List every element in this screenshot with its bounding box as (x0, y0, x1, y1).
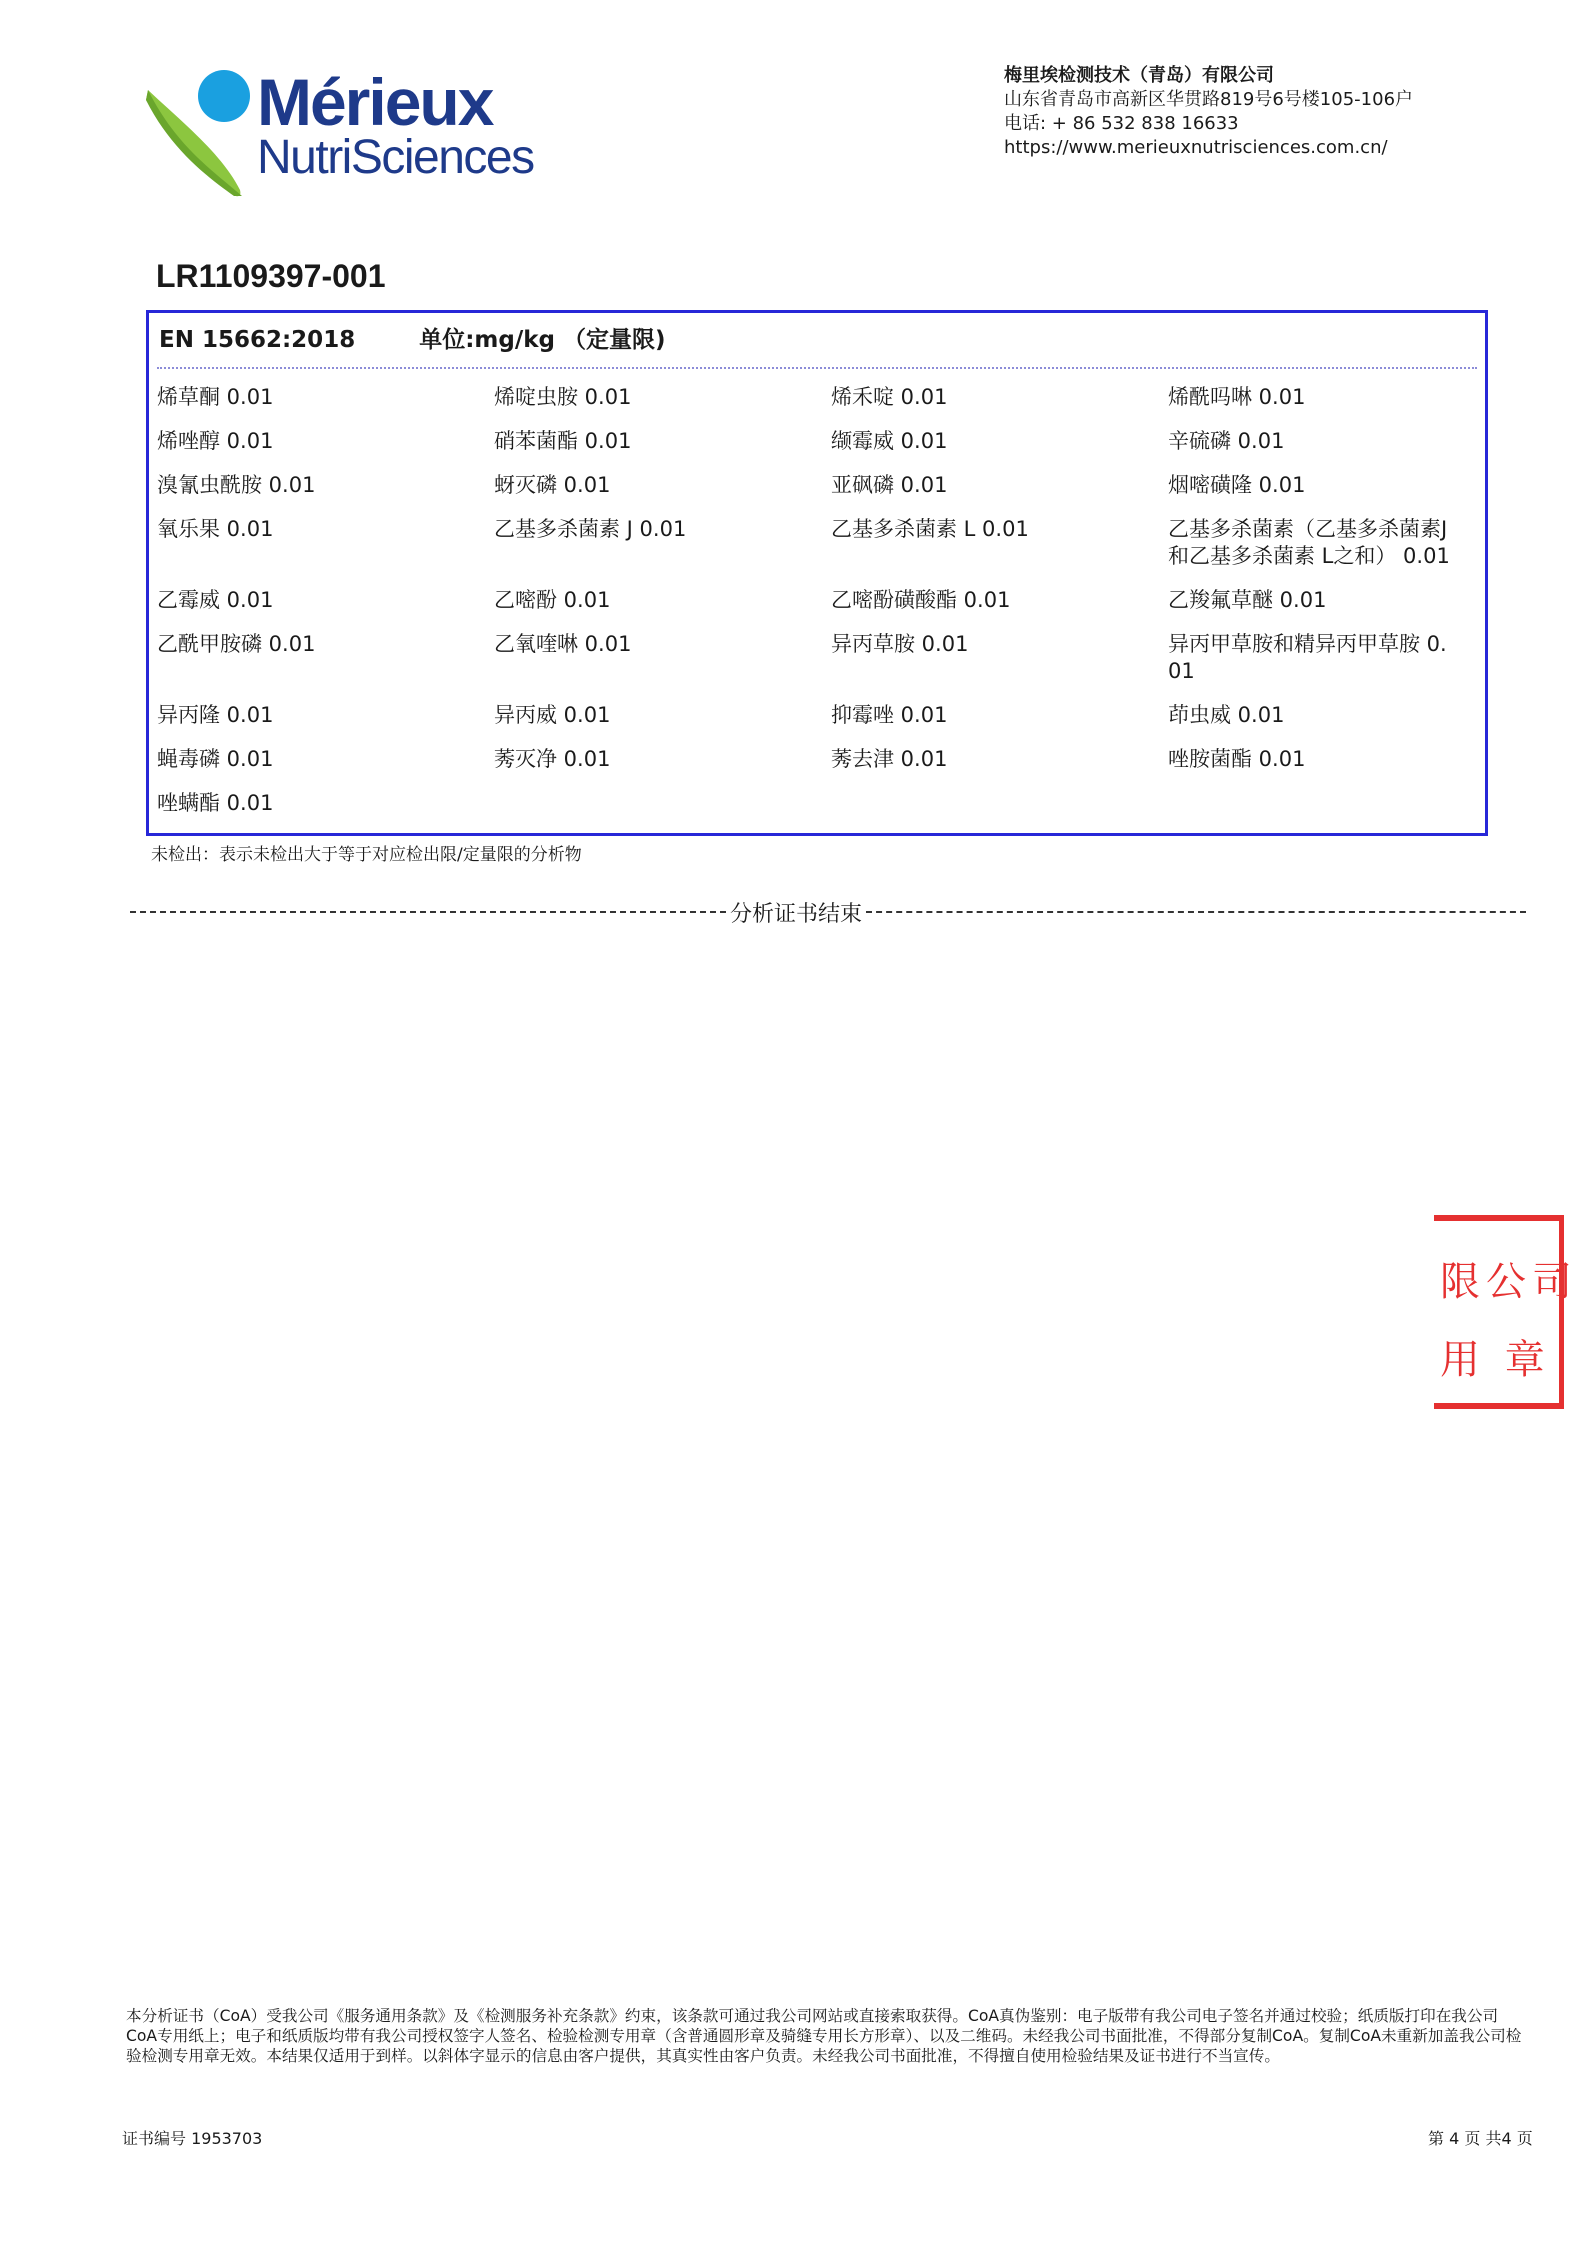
analyte-row (157, 375, 1487, 419)
analyte-cell: 茚虫威 0.01 (1168, 703, 1285, 727)
analyte-cell: 烯唑醇 0.01 (157, 429, 274, 453)
logo-wordmark-line2: NutriSciences (257, 131, 534, 184)
analyte-cell: 异丙隆 0.01 (157, 703, 274, 727)
analyte-cell: 唑胺菌酯 0.01 (1168, 747, 1306, 771)
analyte-cell: 乙羧氟草醚 0.01 (1168, 588, 1327, 612)
analyte-cell: 莠去津 0.01 (831, 747, 948, 771)
dotted-divider (157, 367, 1477, 369)
analyte-cell: 烯啶虫胺 0.01 (494, 385, 632, 409)
stamp-text-line2: 用 章 (1440, 1337, 1551, 1383)
disclaimer: 本分析证书（CoA）受我公司《服务通用条款》及《检测服务补充条款》约束，该条款可通过我公司网站或直接索取获得。CoA真伪鉴别：电子版带有我公司电子签名并通过校验；纸质版打印在我公司CoA专用纸上；电子和纸质版均带有我公司授权签字人签名、检验检测专用章（含普通圆形章及骑缝专用长方形章）、以及二维码。未经我公司书面批准，不得部分复制CoA。复制CoA未重新加盖我公司检验检测专用章无效。本结果仅适用于到样。以斜体字显示的信息由客户提供，其真实性由客户负责。未经我公司书面批准，不得擅自使用检验结果及证书进行不当宣传。 (126, 2007, 1522, 2065)
analyte-cell: 乙嘧酚 0.01 (494, 588, 611, 612)
footnote: 未检出：表示未检出大于等于对应检出限/定量限的分析物 (151, 845, 582, 865)
analyte-cell: 乙霉威 0.01 (157, 588, 274, 612)
analyte-row (157, 578, 1487, 622)
stamp-text-line1: 限公司 (1440, 1259, 1578, 1305)
analyte-cell: 烯禾啶 0.01 (831, 385, 948, 409)
end-of-certificate (130, 897, 1526, 927)
analyte-cell: 异丙草胺 0.01 (831, 632, 969, 656)
analyte-cell: 蚜灭磷 0.01 (494, 473, 611, 497)
logo-leaf-icon (142, 62, 262, 198)
logo-wordmark-line1: Mérieux (257, 65, 493, 139)
analyte-cell: 烯酰吗啉 0.01 (1168, 385, 1306, 409)
analyte-cell: 溴氰虫酰胺 0.01 (157, 473, 316, 497)
dashed-line-right (866, 911, 1526, 913)
analyte-cell: 唑螨酯 0.01 (157, 791, 274, 815)
page-number: 第 4 页 共4 页 (1428, 2129, 1533, 2148)
method-label: EN 15662:2018 (159, 327, 356, 353)
analyte-cell: 硝苯菌酯 0.01 (494, 429, 632, 453)
analyte-cell: 异丙威 0.01 (494, 703, 611, 727)
analyte-cell: 异丙甲草胺和精异丙甲草胺 0.01 (1168, 632, 1447, 683)
analyte-row (157, 693, 1487, 737)
company-name: 梅里埃检测技术（青岛）有限公司 (1004, 65, 1274, 86)
analyte-row (157, 781, 1487, 825)
analyte-row (157, 507, 1487, 578)
end-label: 分析证书结束 (728, 897, 864, 928)
analyte-cell: 乙嘧酚磺酸酯 0.01 (831, 588, 1011, 612)
analyte-cell: 乙基多杀菌素（乙基多杀菌素J和乙基多杀菌素 L之和） 0.01 (1168, 517, 1450, 568)
dashed-line-left (130, 911, 726, 913)
company-phone: 电话: + 86 532 838 16633 (1004, 113, 1239, 134)
analyte-cell: 烯草酮 0.01 (157, 385, 274, 409)
analyte-row (157, 737, 1487, 781)
analyte-cell: 烟嘧磺隆 0.01 (1168, 473, 1306, 497)
report-id: LR1109397-001 (156, 258, 386, 294)
analyte-cell: 乙基多杀菌素 L 0.01 (831, 517, 1029, 541)
analyte-cell: 缬霉威 0.01 (831, 429, 948, 453)
results-box (146, 310, 1488, 836)
analyte-row (157, 419, 1487, 463)
analyte-cell: 氧乐果 0.01 (157, 517, 274, 541)
analyte-cell: 抑霉唑 0.01 (831, 703, 948, 727)
certificate-number: 证书编号 1953703 (122, 2129, 263, 2148)
analyte-row (157, 622, 1487, 693)
analyte-cell (831, 781, 1168, 825)
box-header (159, 321, 666, 354)
seal-stamp (1434, 1214, 1578, 1410)
analyte-cell: 辛硫磷 0.01 (1168, 429, 1285, 453)
analyte-cell (1168, 781, 1458, 825)
analyte-cell: 亚砜磷 0.01 (831, 473, 948, 497)
unit-label: 单位:mg/kg （定量限) (419, 327, 666, 353)
company-website[interactable]: https://www.merieuxnutrisciences.com.cn/ (1004, 137, 1388, 158)
analyte-cell: 蝇毒磷 0.01 (157, 747, 274, 771)
company-address: 山东省青岛市高新区华贯路819号6号楼105-106户 (1004, 89, 1414, 110)
analyte-cell: 莠灭净 0.01 (494, 747, 611, 771)
analyte-grid (157, 375, 1487, 825)
analyte-row (157, 463, 1487, 507)
analyte-cell (494, 781, 831, 825)
analyte-cell: 乙氧喹啉 0.01 (494, 632, 632, 656)
analyte-cell: 乙基多杀菌素 J 0.01 (494, 517, 687, 541)
company-logo (142, 62, 532, 198)
analyte-cell: 乙酰甲胺磷 0.01 (157, 632, 316, 656)
company-info (1004, 64, 1413, 160)
